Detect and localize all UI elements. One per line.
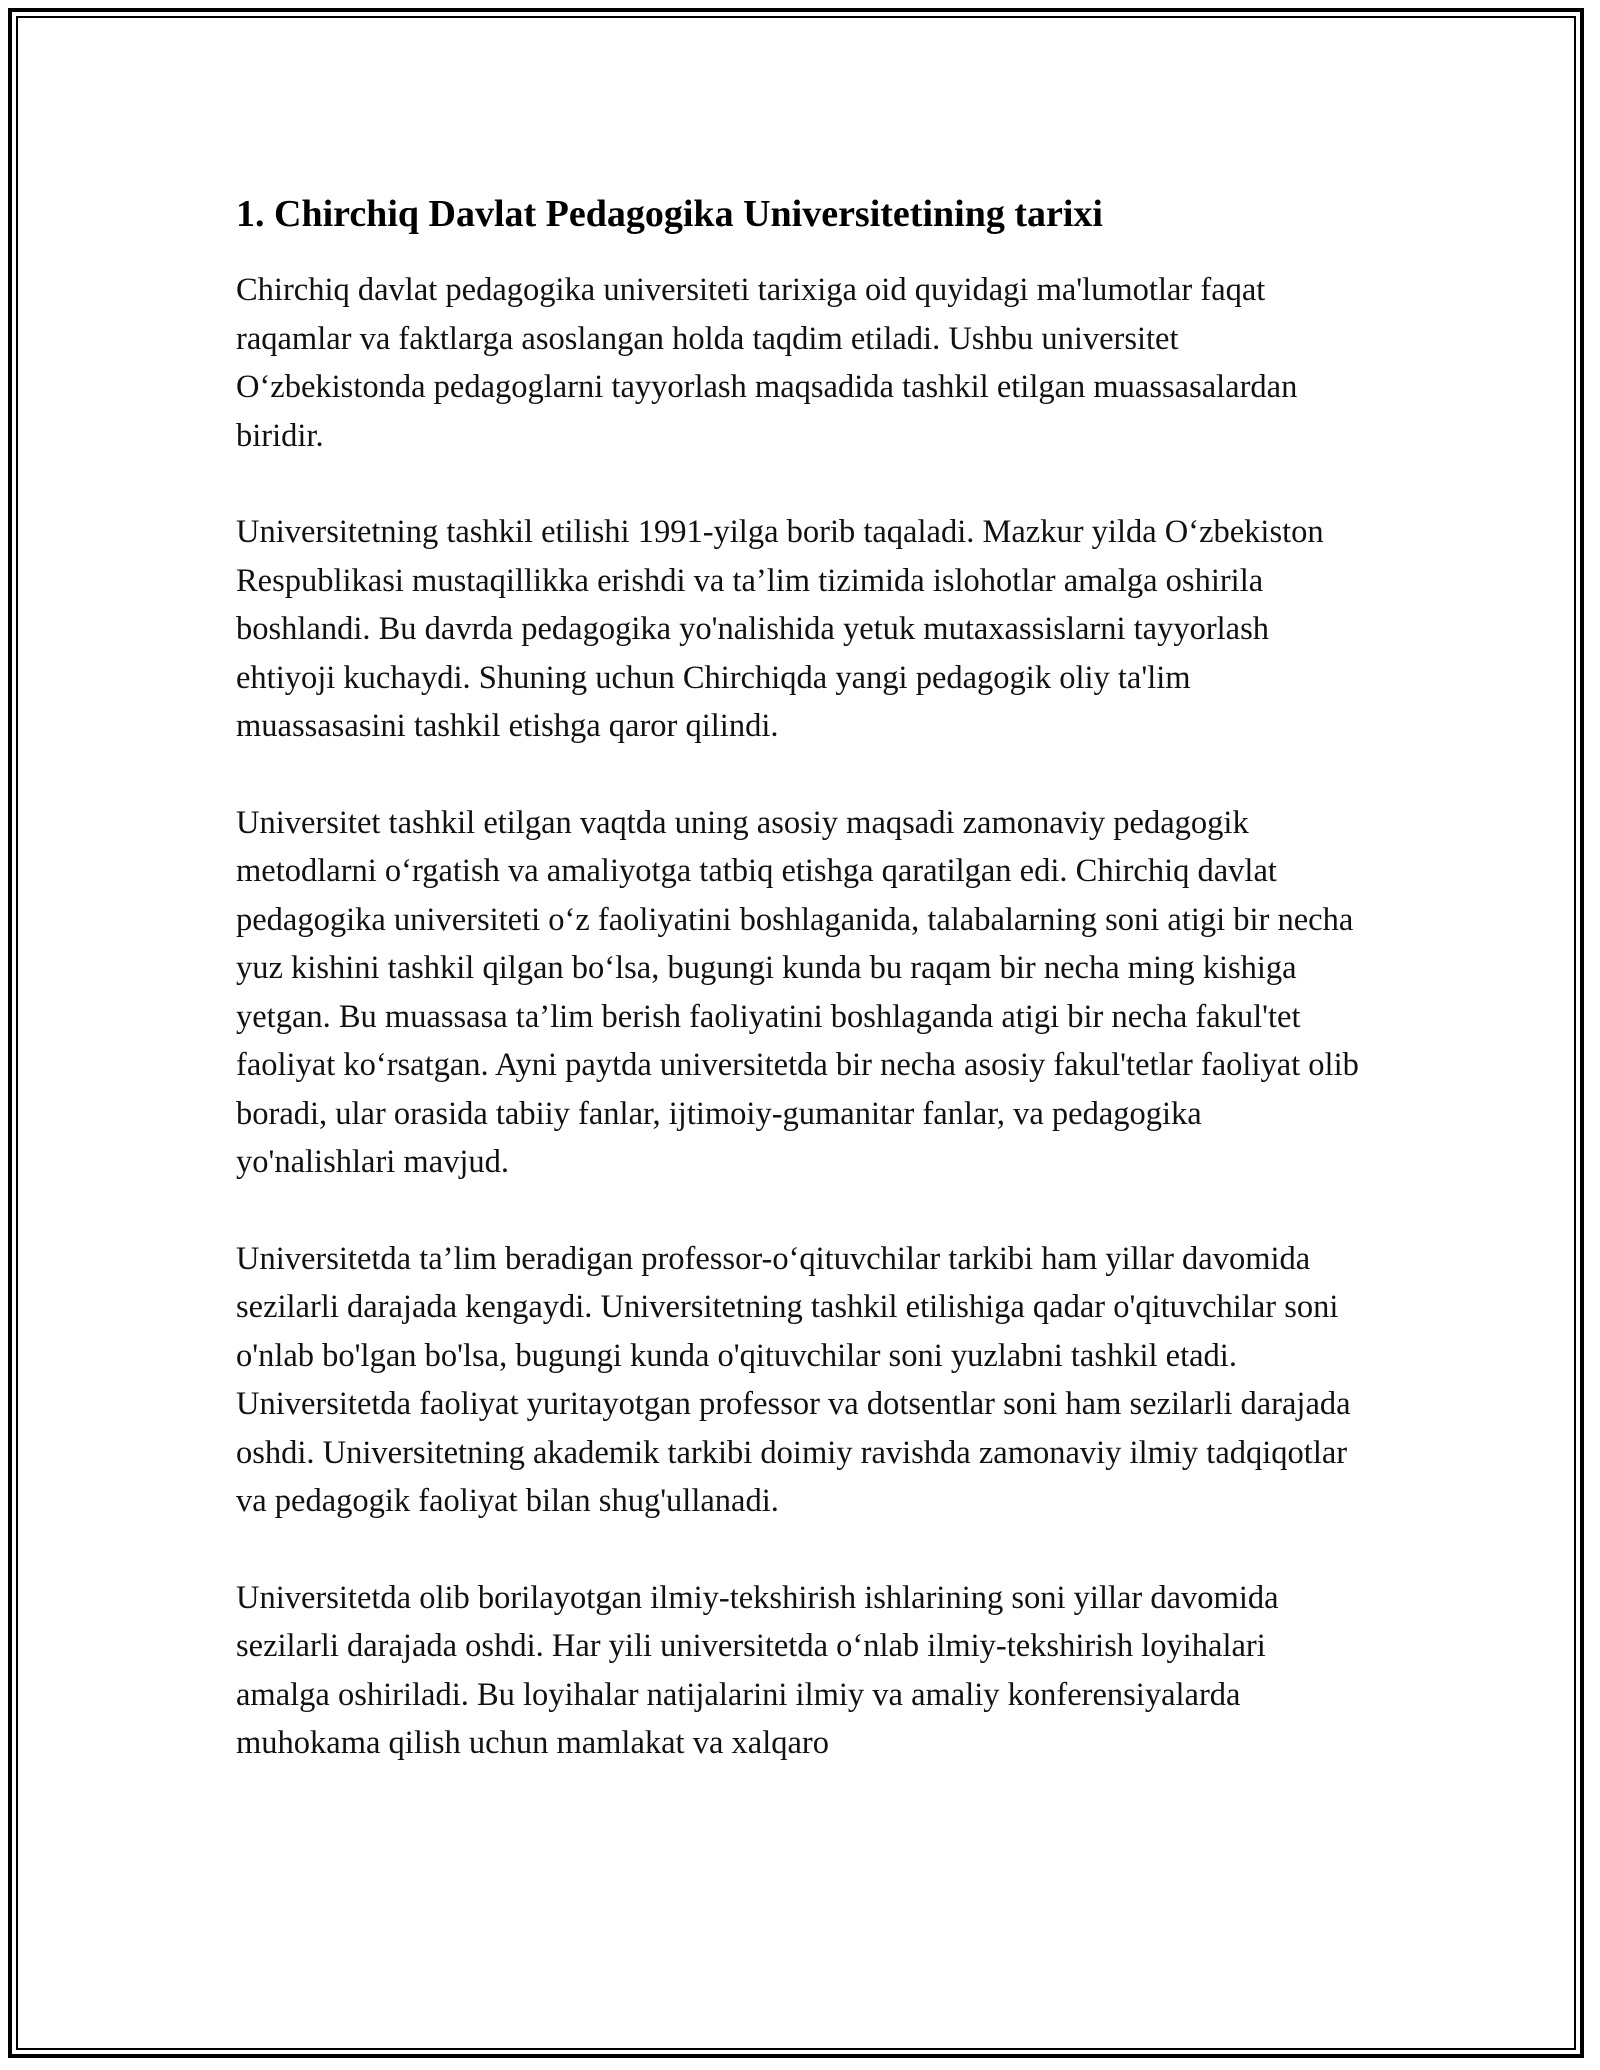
paragraph-founding: Universitetning tashkil etilishi 1991-yilga borib taqaladi. Mazkur yilda O‘zbekiston Respublikasi mustaqillikka erishdi va ta’lim tizimida islohotlar amalga oshirila boshlandi. Bu davrda pedagogika yo'nalishida yetuk mutaxassislarni tayyorlash ehtiyoji kuchaydi. Shuning uchun Chirchiqda yangi pedagogik oliy ta'lim muassasasini tashkil etishga qaror qilindi. bbox=[236, 514, 1324, 744]
section-title: 1. Chirchiq Davlat Pedagogika Universitetining tarixi bbox=[236, 193, 1103, 235]
paragraph-faculty: Universitetda ta’lim beradigan professor-o‘qituvchilar tarkibi ham yillar davomida sezilarli darajada kengaydi. Universitetning tashkil etilishiga qadar o'qituvchilar soni o'nlab bo'lgan bo'lsa, bugungi kunda o'qituvchilar soni yuzlabni tashkil etadi. Universitetda faoliyat yuritayotgan professor va dotsentlar soni ham sezilarli darajada oshdi. Universitetning akademik tarkibi doimiy ravishda zamonaviy ilmiy tadqiqotlar va pedagogik faoliyat bilan shug'ullanadi. bbox=[236, 1240, 1351, 1519]
paragraph-purpose: Universitet tashkil etilgan vaqtda uning asosiy maqsadi zamonaviy pedagogik metodlarni o‘rgatish va amaliyotga tatbiq etishga qaratilgan edi. Chirchiq davlat pedagogika universiteti o‘z faoliyatini boshlaganida, talabalarning soni atigi bir necha yuz kishini tashkil qilgan bo‘lsa, bugungi kunda bu raqam bir necha ming kishiga yetgan. Bu muassasa ta’lim berish faoliyatini boshlaganda atigi bir necha fakul'tet faoliyat ko‘rsatgan. Ayni paytda universitetda bir necha asosiy fakul'tetlar faoliyat olib boradi, ular orasida tabiiy fanlar, ijtimoiy-gumanitar fanlar, va pedagogika yo'nalishlari mavjud. bbox=[236, 804, 1359, 1180]
document-body bbox=[236, 188, 1366, 1816]
paragraph-intro: Chirchiq davlat pedagogika universiteti tarixiga oid quyidagi ma'lumotlar faqat raqamlar va faktlarga asoslangan holda taqdim etiladi. Ushbu universitet O‘zbekistonda pedagoglarni tayyorlash maqsadida tashkil etilgan muassasalardan biridir. bbox=[236, 272, 1298, 454]
paragraph-research: Universitetda olib borilayotgan ilmiy-tekshirish ishlarining soni yillar davomida sezilarli darajada oshdi. Har yili universitetda o‘nlab ilmiy-tekshirish loyihalari amalga oshiriladi. Bu loyihalar natijalarini ilmiy va amaliy konferensiyalarda muhokama qilish uchun mamlakat va xalqaro bbox=[236, 1579, 1279, 1761]
